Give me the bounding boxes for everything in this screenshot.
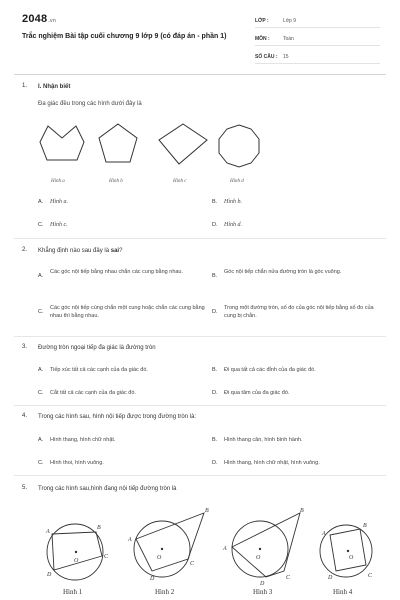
point-label-d: D — [328, 575, 333, 581]
point-label-a: A — [46, 529, 50, 535]
logo-tld: .vn — [48, 18, 57, 24]
q1-option-a[interactable] — [38, 198, 198, 206]
point-label-d: D — [260, 581, 265, 585]
logo-text: 2048 — [22, 13, 48, 25]
figure-hinh-3 — [220, 503, 312, 585]
option-text: Các góc nội tiếp bằng nhau chắn các cung bằng nhau. — [50, 269, 184, 275]
option-label: C. — [38, 390, 44, 396]
figure-hinh-d — [213, 120, 265, 172]
caption-hinh-c: Hình c — [173, 179, 187, 184]
question-divider — [14, 238, 386, 239]
option-label: D. — [212, 222, 218, 228]
question-divider — [14, 405, 386, 406]
figure-hinh-4 — [308, 513, 386, 585]
quiz-meta — [255, 14, 380, 68]
option-label: D. — [212, 460, 218, 466]
figure-hinh-b — [93, 120, 143, 168]
option-label: A. — [38, 367, 44, 373]
q4-option-b[interactable] — [212, 436, 382, 444]
option-text: Hình b. — [224, 199, 242, 205]
q4-option-d[interactable] — [212, 459, 382, 467]
question-text: Đường tròn ngoại tiếp đa giác là đường tròn — [38, 345, 156, 351]
quiz-title: Trắc nghiệm Bài tập cuối chương 9 lớp 9 (có đáp án - phần 1) — [22, 33, 227, 40]
question-divider — [14, 475, 386, 476]
point-label-o: O — [157, 555, 162, 561]
option-text: Hình a. — [50, 199, 68, 205]
option-text: Tiếp xúc tất cả các cạnh của đa giác đó. — [50, 367, 148, 373]
point-label-b: B — [97, 525, 101, 531]
figure-hinh-2 — [120, 503, 212, 585]
option-text: Hình thang cân, hình bình hành. — [224, 437, 303, 443]
question-text — [38, 247, 122, 255]
page-header — [0, 0, 400, 72]
q3-option-b[interactable] — [212, 366, 382, 374]
meta-grade-row — [255, 14, 380, 28]
meta-key: SỐ CÂU : — [255, 53, 278, 60]
meta-key: MÔN : — [255, 35, 270, 42]
meta-subject-row — [255, 32, 380, 46]
option-text: Trong một đường tròn, số đo của góc nội tiếp bằng số đo của cung bị chắn. — [224, 305, 374, 319]
question-divider — [14, 336, 386, 337]
caption-hinh-a: Hình a — [51, 179, 65, 184]
question-text: Trong các hình sau,hình đang nội tiếp đường tròn là — [38, 486, 177, 492]
option-label: A. — [38, 273, 44, 279]
point-label-c: C — [190, 561, 195, 567]
option-label: D. — [212, 390, 218, 396]
option-label: C. — [38, 222, 44, 228]
point-label-d: D — [47, 572, 52, 578]
q1-option-d[interactable] — [212, 221, 372, 229]
option-label: C. — [38, 460, 44, 466]
q1-option-b[interactable] — [212, 198, 372, 206]
meta-value: Toán — [283, 35, 294, 42]
meta-count-row — [255, 50, 380, 64]
point-label-b: B — [205, 508, 209, 514]
q3-option-c[interactable] — [38, 389, 208, 397]
q4-option-a[interactable] — [38, 436, 208, 444]
option-text: Hình thoi, hình vuông. — [50, 460, 104, 466]
q4-option-c[interactable] — [38, 459, 208, 467]
q3-option-a[interactable] — [38, 366, 208, 374]
option-label: A. — [38, 199, 44, 205]
option-text: Đi qua tâm của đa giác đó. — [224, 390, 290, 396]
option-text: Hình thang, hình chữ nhật. — [50, 437, 116, 443]
point-label-a: A — [128, 537, 132, 543]
question-text-post: ? — [119, 248, 123, 254]
point-label-d: D — [150, 576, 155, 582]
q2-option-d[interactable] — [212, 304, 376, 320]
option-label: A. — [38, 437, 44, 443]
point-label-o: O — [256, 555, 261, 561]
figure-hinh-c — [155, 120, 211, 168]
option-text: Hình d. — [224, 222, 242, 228]
option-label: B. — [212, 367, 218, 373]
option-text: Các góc nội tiếp cùng chắn một cung hoặc chắn các cung bằng nhau thì bằng nhau. — [50, 305, 205, 319]
q1-option-c[interactable] — [38, 221, 198, 229]
section-heading: I. Nhận biết — [38, 84, 71, 90]
figure-hinh-1 — [38, 512, 118, 584]
question-number: 3. — [22, 344, 28, 350]
header-divider — [14, 74, 386, 75]
site-logo[interactable] — [22, 13, 56, 25]
point-label-c: C — [368, 573, 373, 579]
caption-hinh-4: Hình 4 — [333, 588, 353, 596]
option-text: Hình c. — [50, 222, 68, 228]
option-label: B. — [212, 273, 218, 279]
meta-key: LỚP : — [255, 17, 269, 24]
point-label-b: B — [300, 508, 304, 514]
question-number: 2. — [22, 247, 28, 253]
question-number: 4. — [22, 413, 28, 419]
point-label-b: B — [363, 523, 367, 529]
q2-option-c[interactable] — [38, 304, 214, 320]
figure-hinh-a — [34, 118, 90, 168]
option-text: Góc nội tiếp chắn nửa đường tròn là góc vuông. — [224, 269, 342, 275]
q2-option-a[interactable] — [38, 268, 214, 280]
option-text: Cắt tất cả các cạnh của đa giác đó. — [50, 390, 136, 396]
question-text: Trong các hình sau, hình nội tiếp được trong đường tròn là: — [38, 414, 197, 420]
option-text: Đi qua tất cả các đỉnh của đa giác đó. — [224, 367, 316, 373]
question-text-pre: Khẳng định nào sau đây là — [38, 248, 111, 254]
question-1-text: Đa giác đều trong các hình dưới đây là — [38, 101, 142, 107]
caption-hinh-3: Hình 3 — [253, 588, 273, 596]
question-text-emphasis: sai — [110, 248, 120, 254]
option-label: D. — [212, 309, 218, 315]
q3-option-d[interactable] — [212, 389, 382, 397]
caption-hinh-2: Hình 2 — [155, 588, 175, 596]
point-label-o: O — [74, 558, 79, 564]
caption-hinh-d: Hình d — [230, 179, 244, 184]
q2-option-b[interactable] — [212, 268, 376, 280]
meta-value: Lớp 9 — [283, 17, 297, 24]
option-label: C. — [38, 309, 44, 315]
meta-value: 15 — [283, 53, 289, 60]
caption-hinh-1: Hình 1 — [63, 588, 83, 596]
option-text: Hình thang, hình chữ nhật, hình vuông. — [224, 460, 320, 466]
caption-hinh-b: Hình b — [109, 179, 123, 184]
point-label-a: A — [322, 531, 326, 537]
option-label: B. — [212, 199, 218, 205]
point-label-a: A — [223, 546, 227, 552]
question-number: 5. — [22, 485, 28, 491]
point-label-o: O — [349, 555, 354, 561]
option-label: B. — [212, 437, 218, 443]
question-number: 1. — [22, 83, 28, 89]
point-label-c: C — [286, 575, 291, 581]
point-label-c: C — [104, 554, 109, 560]
